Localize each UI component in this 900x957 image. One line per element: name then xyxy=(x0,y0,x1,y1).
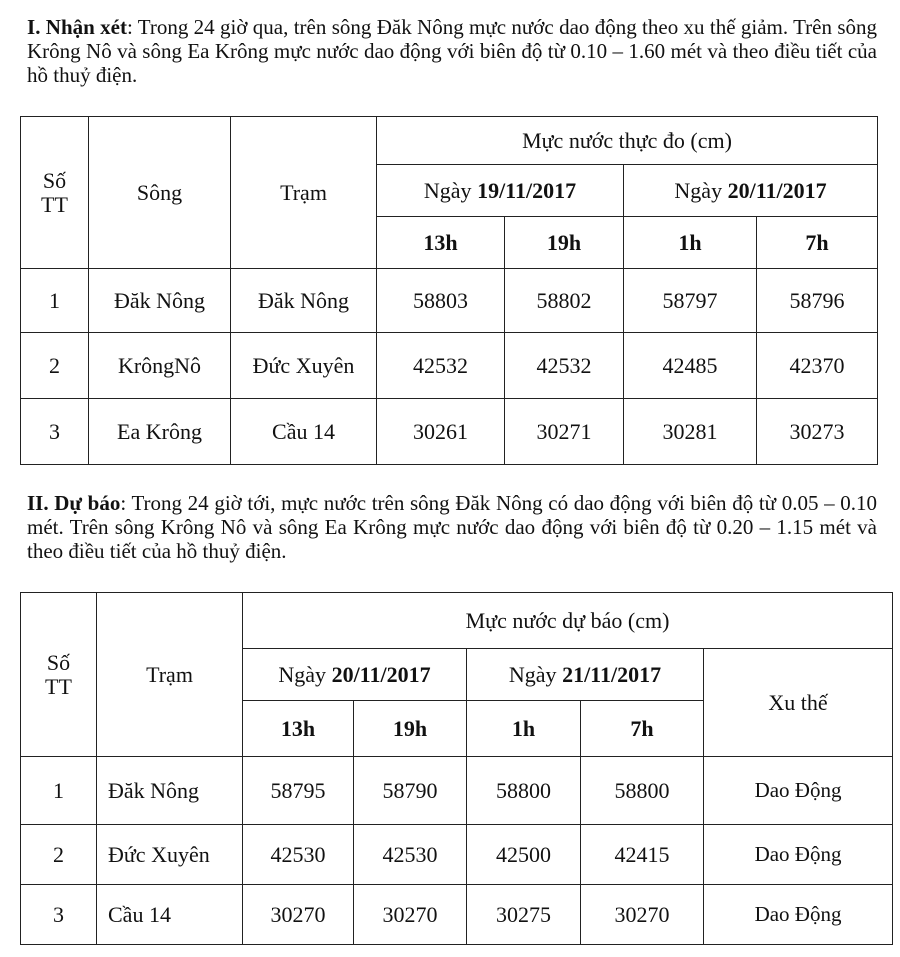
cell-song: KrôngNô xyxy=(89,333,231,399)
cell-value: 58800 xyxy=(467,757,581,825)
cell-value: 30273 xyxy=(757,399,878,465)
cell-trend: Dao Động xyxy=(704,757,893,825)
table-row xyxy=(21,333,878,399)
header-date-2 xyxy=(467,649,704,701)
cell-tram: Cầu 14 xyxy=(97,885,243,945)
header-hour: 1h xyxy=(467,701,581,757)
header-trend: Xu thế xyxy=(704,649,893,757)
cell-trend: Dao Động xyxy=(704,825,893,885)
cell-tram: Cầu 14 xyxy=(231,399,377,465)
cell-value: 58795 xyxy=(243,757,354,825)
cell-song: Ea Krông xyxy=(89,399,231,465)
header-date-2 xyxy=(624,165,878,217)
header-stt: Số TT xyxy=(21,593,97,757)
cell-stt: 3 xyxy=(21,885,97,945)
table-row xyxy=(21,269,878,333)
header-hour: 19h xyxy=(354,701,467,757)
table-row xyxy=(21,885,893,945)
forecast-paragraph xyxy=(27,491,877,563)
header-hour: 19h xyxy=(505,217,624,269)
date-value: 19/11/2017 xyxy=(477,177,577,203)
date-prefix: Ngày xyxy=(278,661,332,687)
measured-water-level-table xyxy=(20,116,878,465)
header-date-1 xyxy=(243,649,467,701)
observation-paragraph xyxy=(27,15,877,87)
date-prefix: Ngày xyxy=(508,661,563,687)
table-row xyxy=(21,757,893,825)
observation-label: I xyxy=(27,15,36,39)
header-tram: Trạm xyxy=(97,593,243,757)
cell-stt: 2 xyxy=(21,825,97,885)
cell-tram: Đức Xuyên xyxy=(231,333,377,399)
header-hour: 13h xyxy=(377,217,505,269)
cell-value: 42530 xyxy=(354,825,467,885)
cell-value: 58800 xyxy=(581,757,704,825)
cell-value: 30275 xyxy=(467,885,581,945)
header-date-1 xyxy=(377,165,624,217)
header-forecast-group: Mực nước dự báo (cm) xyxy=(243,593,893,649)
forecast-text: : Trong 24 giờ tới, mực nước trên sông Đăk Nông có dao động với biên độ từ 0.05 – 0.10 mét. Trên sông Krông Nô và sông Ea Krông mực nước dao động với biên độ từ 0.20 – 1.15 mét và theo điều tiết của hồ thuỷ điện. xyxy=(27,491,877,563)
table-row xyxy=(21,399,878,465)
cell-song: Đăk Nông xyxy=(89,269,231,333)
forecast-heading: II. Dự báo xyxy=(27,491,121,515)
cell-stt: 1 xyxy=(21,757,97,825)
cell-value: 42500 xyxy=(467,825,581,885)
cell-trend: Dao Động xyxy=(704,885,893,945)
cell-stt: 3 xyxy=(21,399,89,465)
observation-heading: . Nhận xét xyxy=(35,15,127,39)
cell-value: 30281 xyxy=(624,399,757,465)
cell-stt: 1 xyxy=(21,269,89,333)
date-value: 21/11/2017 xyxy=(562,661,662,687)
cell-value: 58797 xyxy=(624,269,757,333)
header-tram: Trạm xyxy=(231,117,377,269)
cell-tram: Đức Xuyên xyxy=(97,825,243,885)
date-value: 20/11/2017 xyxy=(727,177,827,203)
table-header-row xyxy=(21,117,878,165)
date-value: 20/11/2017 xyxy=(331,661,431,687)
cell-value: 42530 xyxy=(243,825,354,885)
cell-value: 30270 xyxy=(243,885,354,945)
cell-value: 42485 xyxy=(624,333,757,399)
date-prefix: Ngày xyxy=(674,177,728,203)
cell-value: 30271 xyxy=(505,399,624,465)
forecast-water-level-table xyxy=(20,592,893,945)
header-measured-group: Mực nước thực đo (cm) xyxy=(377,117,878,165)
cell-value: 30270 xyxy=(354,885,467,945)
cell-value: 42370 xyxy=(757,333,878,399)
table-row xyxy=(21,825,893,885)
cell-value: 58802 xyxy=(505,269,624,333)
cell-value: 58796 xyxy=(757,269,878,333)
header-song: Sông xyxy=(89,117,231,269)
cell-tram: Đăk Nông xyxy=(97,757,243,825)
header-hour: 7h xyxy=(757,217,878,269)
header-hour: 1h xyxy=(624,217,757,269)
cell-value: 42415 xyxy=(581,825,704,885)
header-hour: 7h xyxy=(581,701,704,757)
cell-value: 42532 xyxy=(377,333,505,399)
header-hour: 13h xyxy=(243,701,354,757)
cell-value: 30261 xyxy=(377,399,505,465)
date-prefix: Ngày xyxy=(423,177,478,203)
cell-value: 42532 xyxy=(505,333,624,399)
cell-stt: 2 xyxy=(21,333,89,399)
table-header-row xyxy=(21,593,893,649)
cell-value: 58803 xyxy=(377,269,505,333)
header-stt: Số TT xyxy=(21,117,89,269)
observation-text: : Trong 24 giờ qua, trên sông Đăk Nông mực nước dao động theo xu thế giảm. Trên sông Krông Nô và sông Ea Krông mực nước dao động với biên độ từ 0.10 – 1.60 mét và theo điều tiết của hồ thuỷ điện. xyxy=(27,15,878,87)
cell-value: 58790 xyxy=(354,757,467,825)
cell-value: 30270 xyxy=(581,885,704,945)
cell-tram: Đăk Nông xyxy=(231,269,377,333)
